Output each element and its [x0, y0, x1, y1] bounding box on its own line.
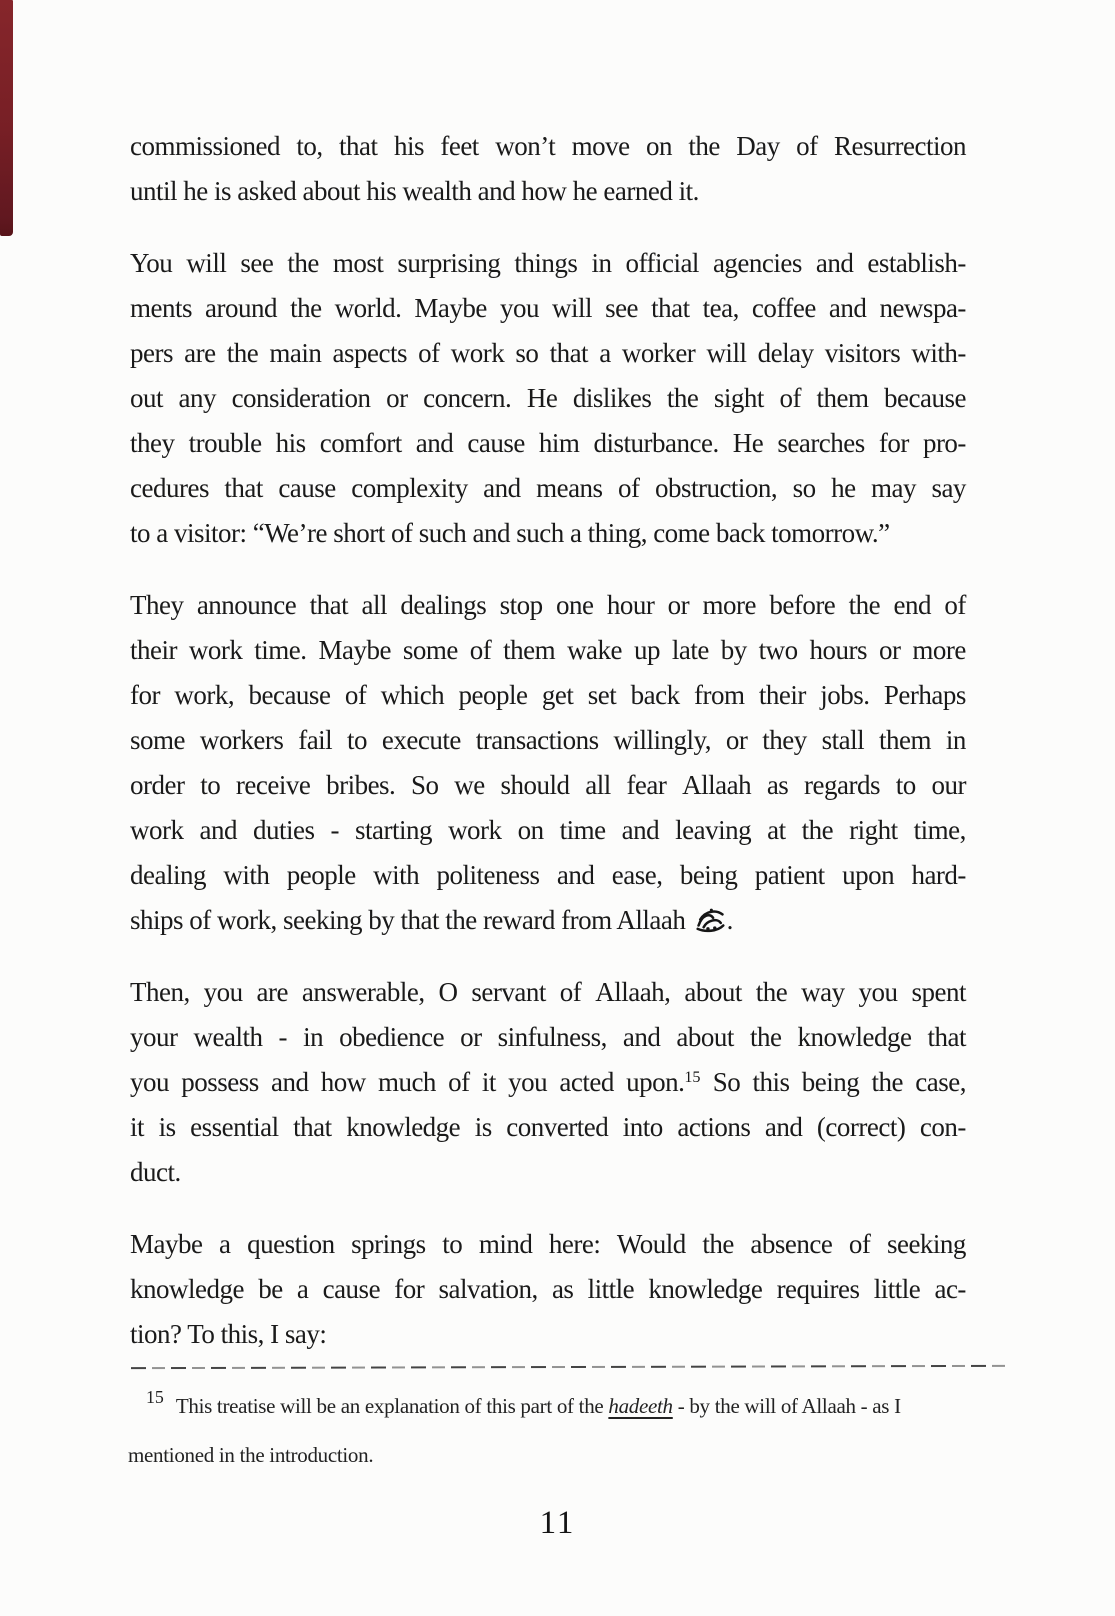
text-line: it is essential that knowledge is converted into actions and (correct) con- — [130, 1112, 966, 1142]
text-line: to a visitor: “We’re short of such and such a thing, come back tomorrow.” — [130, 518, 890, 548]
footnote-separator-rule — [131, 1365, 1009, 1369]
body-paragraphs — [130, 124, 966, 1357]
footnote — [128, 1382, 988, 1480]
text-line: their work time. Maybe some of them wake up late by two hours or more — [130, 635, 966, 665]
text-line: Then, you are answerable, O servant of Allaah, about the way you spent — [130, 977, 966, 1007]
text-line: knowledge be a cause for salvation, as little knowledge requires little ac- — [130, 1274, 966, 1304]
text-line: commissioned to, that his feet won’t move on the Day of Resurrection — [130, 131, 966, 161]
text-line: out any consideration or concern. He dislikes the sight of them because — [130, 383, 966, 413]
text-line: dealing with people with politeness and ease, being patient upon hard- — [130, 860, 966, 890]
text-line: you possess and how much of it you acted upon.$^{15}$ So this being the case, — [130, 1067, 966, 1097]
allah-honorific-icon — [694, 903, 727, 948]
footnote-text — [128, 1382, 988, 1480]
paragraph — [130, 241, 966, 556]
text-line: for work, because of which people get set back from their jobs. Perhaps — [130, 680, 966, 710]
text-line: duct. — [130, 1157, 181, 1187]
text-line: some workers fail to execute transactions willingly, or they stall them in — [130, 725, 966, 755]
text-line: You will see the most surprising things in official agencies and establish- — [130, 248, 966, 278]
text-line: ments around the world. Maybe you will see that tea, coffee and newspa- — [130, 293, 966, 323]
text-line: order to receive bribes. So we should all fear Allaah as regards to our — [130, 770, 966, 800]
footnote-marker: 15 — [146, 1387, 164, 1407]
text-line: cedures that cause complexity and means of obstruction, so he may say — [130, 473, 966, 503]
transliterated-term: hadeeth — [608, 1394, 673, 1418]
footnote-line: $^{15}$ This treatise will be an explanation of this part of the hadeeth - by the will of Allaah - as I — [146, 1387, 901, 1418]
text-line: pers are the main aspects of work so that a worker will delay visitors with- — [130, 338, 966, 368]
scan-binding-edge-bar — [0, 0, 13, 236]
text-line: they trouble his comfort and cause him disturbance. He searches for pro- — [130, 428, 966, 458]
paragraph — [130, 1222, 966, 1357]
text-line: work and duties - starting work on time and leaving at the right time, — [130, 815, 966, 845]
paragraph — [130, 583, 966, 943]
text-line: tion? To this, I say: — [130, 1319, 327, 1349]
paragraph — [130, 970, 966, 1195]
footnote-line: mentioned in the introduction. — [128, 1443, 374, 1467]
paragraph — [130, 124, 966, 214]
text-line: They announce that all dealings stop one hour or more before the end of — [130, 590, 966, 620]
text-line: Maybe a question springs to mind here: Would the absence of seeking — [130, 1229, 966, 1259]
footnote-reference: 15 — [684, 1068, 701, 1086]
text-line: ships of work, seeking by that the reward from Allaah . — [130, 898, 966, 943]
text-column — [130, 124, 966, 1357]
text-line: until he is asked about his wealth and how he earned it. — [130, 176, 699, 206]
text-line: your wealth - in obedience or sinfulness, and about the knowledge that — [130, 1022, 966, 1052]
page-number: 11 — [539, 1505, 576, 1541]
